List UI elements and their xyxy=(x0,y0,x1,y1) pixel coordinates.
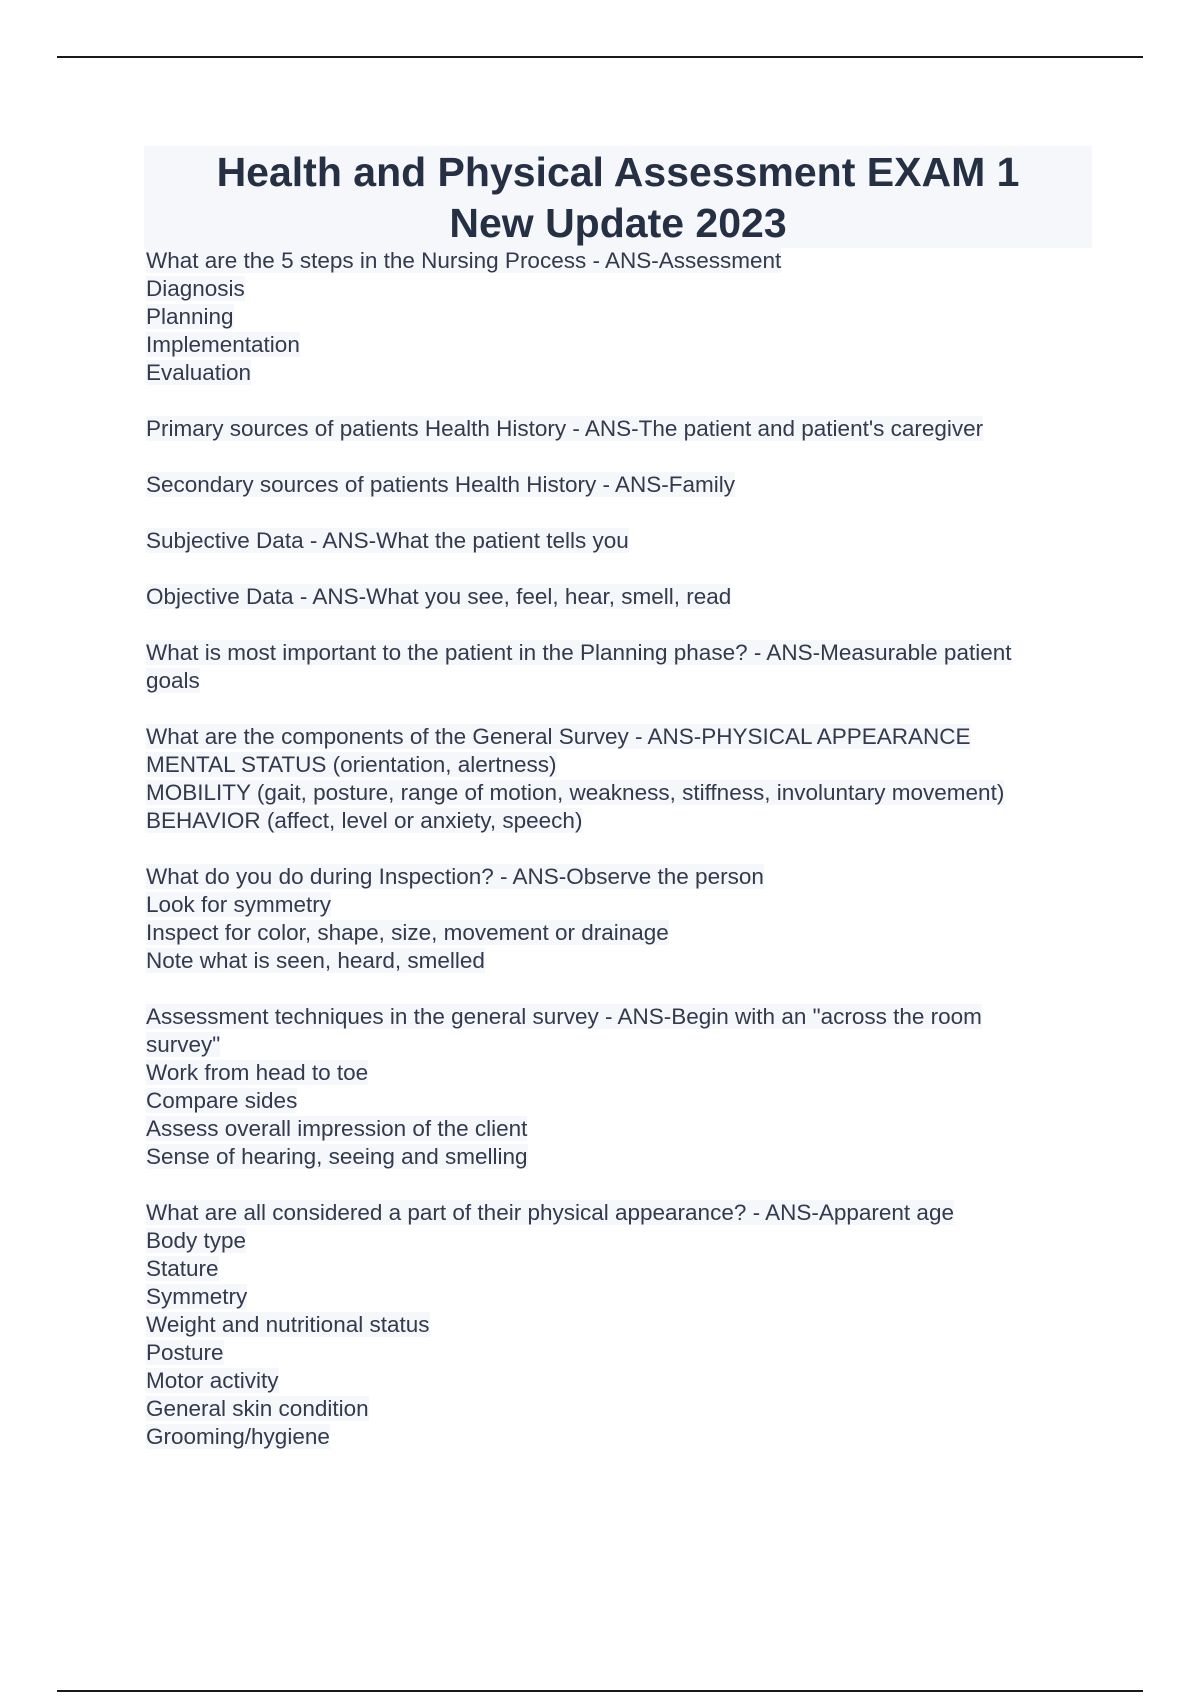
qa-question-line xyxy=(146,639,1106,667)
qa-answer-line xyxy=(146,807,1106,835)
qa-answer-line xyxy=(146,1115,1106,1143)
title-line-1: Health and Physical Assessment EXAM 1 xyxy=(216,149,1020,195)
qa-answer-line xyxy=(146,1395,1106,1423)
qa-line-text: What are all considered a part of their physical appearance? - ANS-Apparent age xyxy=(146,1200,954,1225)
qa-line-text: Secondary sources of patients Health History - ANS-Family xyxy=(146,472,735,497)
qa-answer-line xyxy=(146,275,1106,303)
qa-answer-line xyxy=(146,359,1106,387)
footer-rule xyxy=(57,1690,1143,1692)
qa-item xyxy=(146,583,1106,611)
qa-line-text: Assessment techniques in the general survey - ANS-Begin with an "across the room xyxy=(146,1004,982,1029)
qa-question-line xyxy=(146,247,1106,275)
qa-line-text: Look for symmetry xyxy=(146,892,332,917)
qa-answer-line xyxy=(146,1227,1106,1255)
title-line-2: New Update 2023 xyxy=(449,200,787,246)
qa-item xyxy=(146,247,1106,387)
qa-line-text: Stature xyxy=(146,1256,219,1281)
qa-answer-line xyxy=(146,947,1106,975)
qa-list xyxy=(146,247,1106,1479)
qa-item xyxy=(146,1199,1106,1451)
qa-line-text: Work from head to toe xyxy=(146,1060,369,1085)
qa-question-line xyxy=(146,415,1106,443)
qa-item xyxy=(146,415,1106,443)
qa-line-text: What are the components of the General Survey - ANS-PHYSICAL APPEARANCE xyxy=(146,724,971,749)
qa-question-line xyxy=(146,583,1106,611)
qa-line-text: Assess overall impression of the client xyxy=(146,1116,528,1141)
qa-question-line xyxy=(146,863,1106,891)
qa-question-line xyxy=(146,1003,1106,1031)
qa-answer-line xyxy=(146,1339,1106,1367)
qa-answer-line xyxy=(146,1031,1106,1059)
qa-line-text: Compare sides xyxy=(146,1088,298,1113)
qa-line-text: Subjective Data - ANS-What the patient tells you xyxy=(146,528,629,553)
qa-answer-line xyxy=(146,919,1106,947)
qa-answer-line xyxy=(146,667,1106,695)
qa-answer-line xyxy=(146,1423,1106,1451)
header-rule xyxy=(57,56,1143,58)
qa-answer-line xyxy=(146,1143,1106,1171)
qa-line-text: Grooming/hygiene xyxy=(146,1424,330,1449)
qa-line-text: MENTAL STATUS (orientation, alertness) xyxy=(146,752,557,777)
qa-answer-line xyxy=(146,1367,1106,1395)
qa-line-text: Symmetry xyxy=(146,1284,248,1309)
qa-answer-line xyxy=(146,331,1106,359)
qa-line-text: Posture xyxy=(146,1340,224,1365)
qa-line-text: MOBILITY (gait, posture, range of motion, weakness, stiffness, involuntary movement) xyxy=(146,780,1005,805)
qa-item xyxy=(146,1003,1106,1171)
qa-line-text: survey" xyxy=(146,1032,221,1057)
qa-line-text: What are the 5 steps in the Nursing Process - ANS-Assessment xyxy=(146,248,782,273)
qa-answer-line xyxy=(146,303,1106,331)
qa-line-text: Objective Data - ANS-What you see, feel, hear, smell, read xyxy=(146,584,732,609)
qa-line-text: Evaluation xyxy=(146,360,252,385)
document-title xyxy=(144,146,1092,249)
qa-answer-line xyxy=(146,891,1106,919)
qa-question-line xyxy=(146,1199,1106,1227)
qa-item xyxy=(146,527,1106,555)
qa-line-text: BEHAVIOR (affect, level or anxiety, speech) xyxy=(146,808,583,833)
qa-line-text: General skin condition xyxy=(146,1396,369,1421)
qa-line-text: Implementation xyxy=(146,332,300,357)
qa-line-text: goals xyxy=(146,668,200,693)
qa-question-line xyxy=(146,471,1106,499)
qa-item xyxy=(146,471,1106,499)
qa-line-text: Note what is seen, heard, smelled xyxy=(146,948,485,973)
qa-line-text: Primary sources of patients Health History - ANS-The patient and patient's caregiver xyxy=(146,416,984,441)
qa-answer-line xyxy=(146,1311,1106,1339)
qa-item xyxy=(146,723,1106,835)
qa-line-text: Planning xyxy=(146,304,234,329)
qa-answer-line xyxy=(146,1255,1106,1283)
qa-line-text: What is most important to the patient in the Planning phase? - ANS-Measurable patient xyxy=(146,640,1012,665)
qa-question-line xyxy=(146,723,1106,751)
qa-answer-line xyxy=(146,1283,1106,1311)
title-block xyxy=(144,146,1092,248)
qa-answer-line xyxy=(146,779,1106,807)
qa-line-text: Sense of hearing, seeing and smelling xyxy=(146,1144,528,1169)
qa-line-text: Motor activity xyxy=(146,1368,279,1393)
qa-answer-line xyxy=(146,1087,1106,1115)
qa-item xyxy=(146,639,1106,695)
qa-answer-line xyxy=(146,1059,1106,1087)
qa-line-text: Weight and nutritional status xyxy=(146,1312,430,1337)
qa-answer-line xyxy=(146,751,1106,779)
qa-line-text: Inspect for color, shape, size, movement or drainage xyxy=(146,920,669,945)
qa-line-text: Body type xyxy=(146,1228,247,1253)
qa-line-text: Diagnosis xyxy=(146,276,245,301)
qa-item xyxy=(146,863,1106,975)
qa-line-text: What do you do during Inspection? - ANS-Observe the person xyxy=(146,864,764,889)
qa-question-line xyxy=(146,527,1106,555)
